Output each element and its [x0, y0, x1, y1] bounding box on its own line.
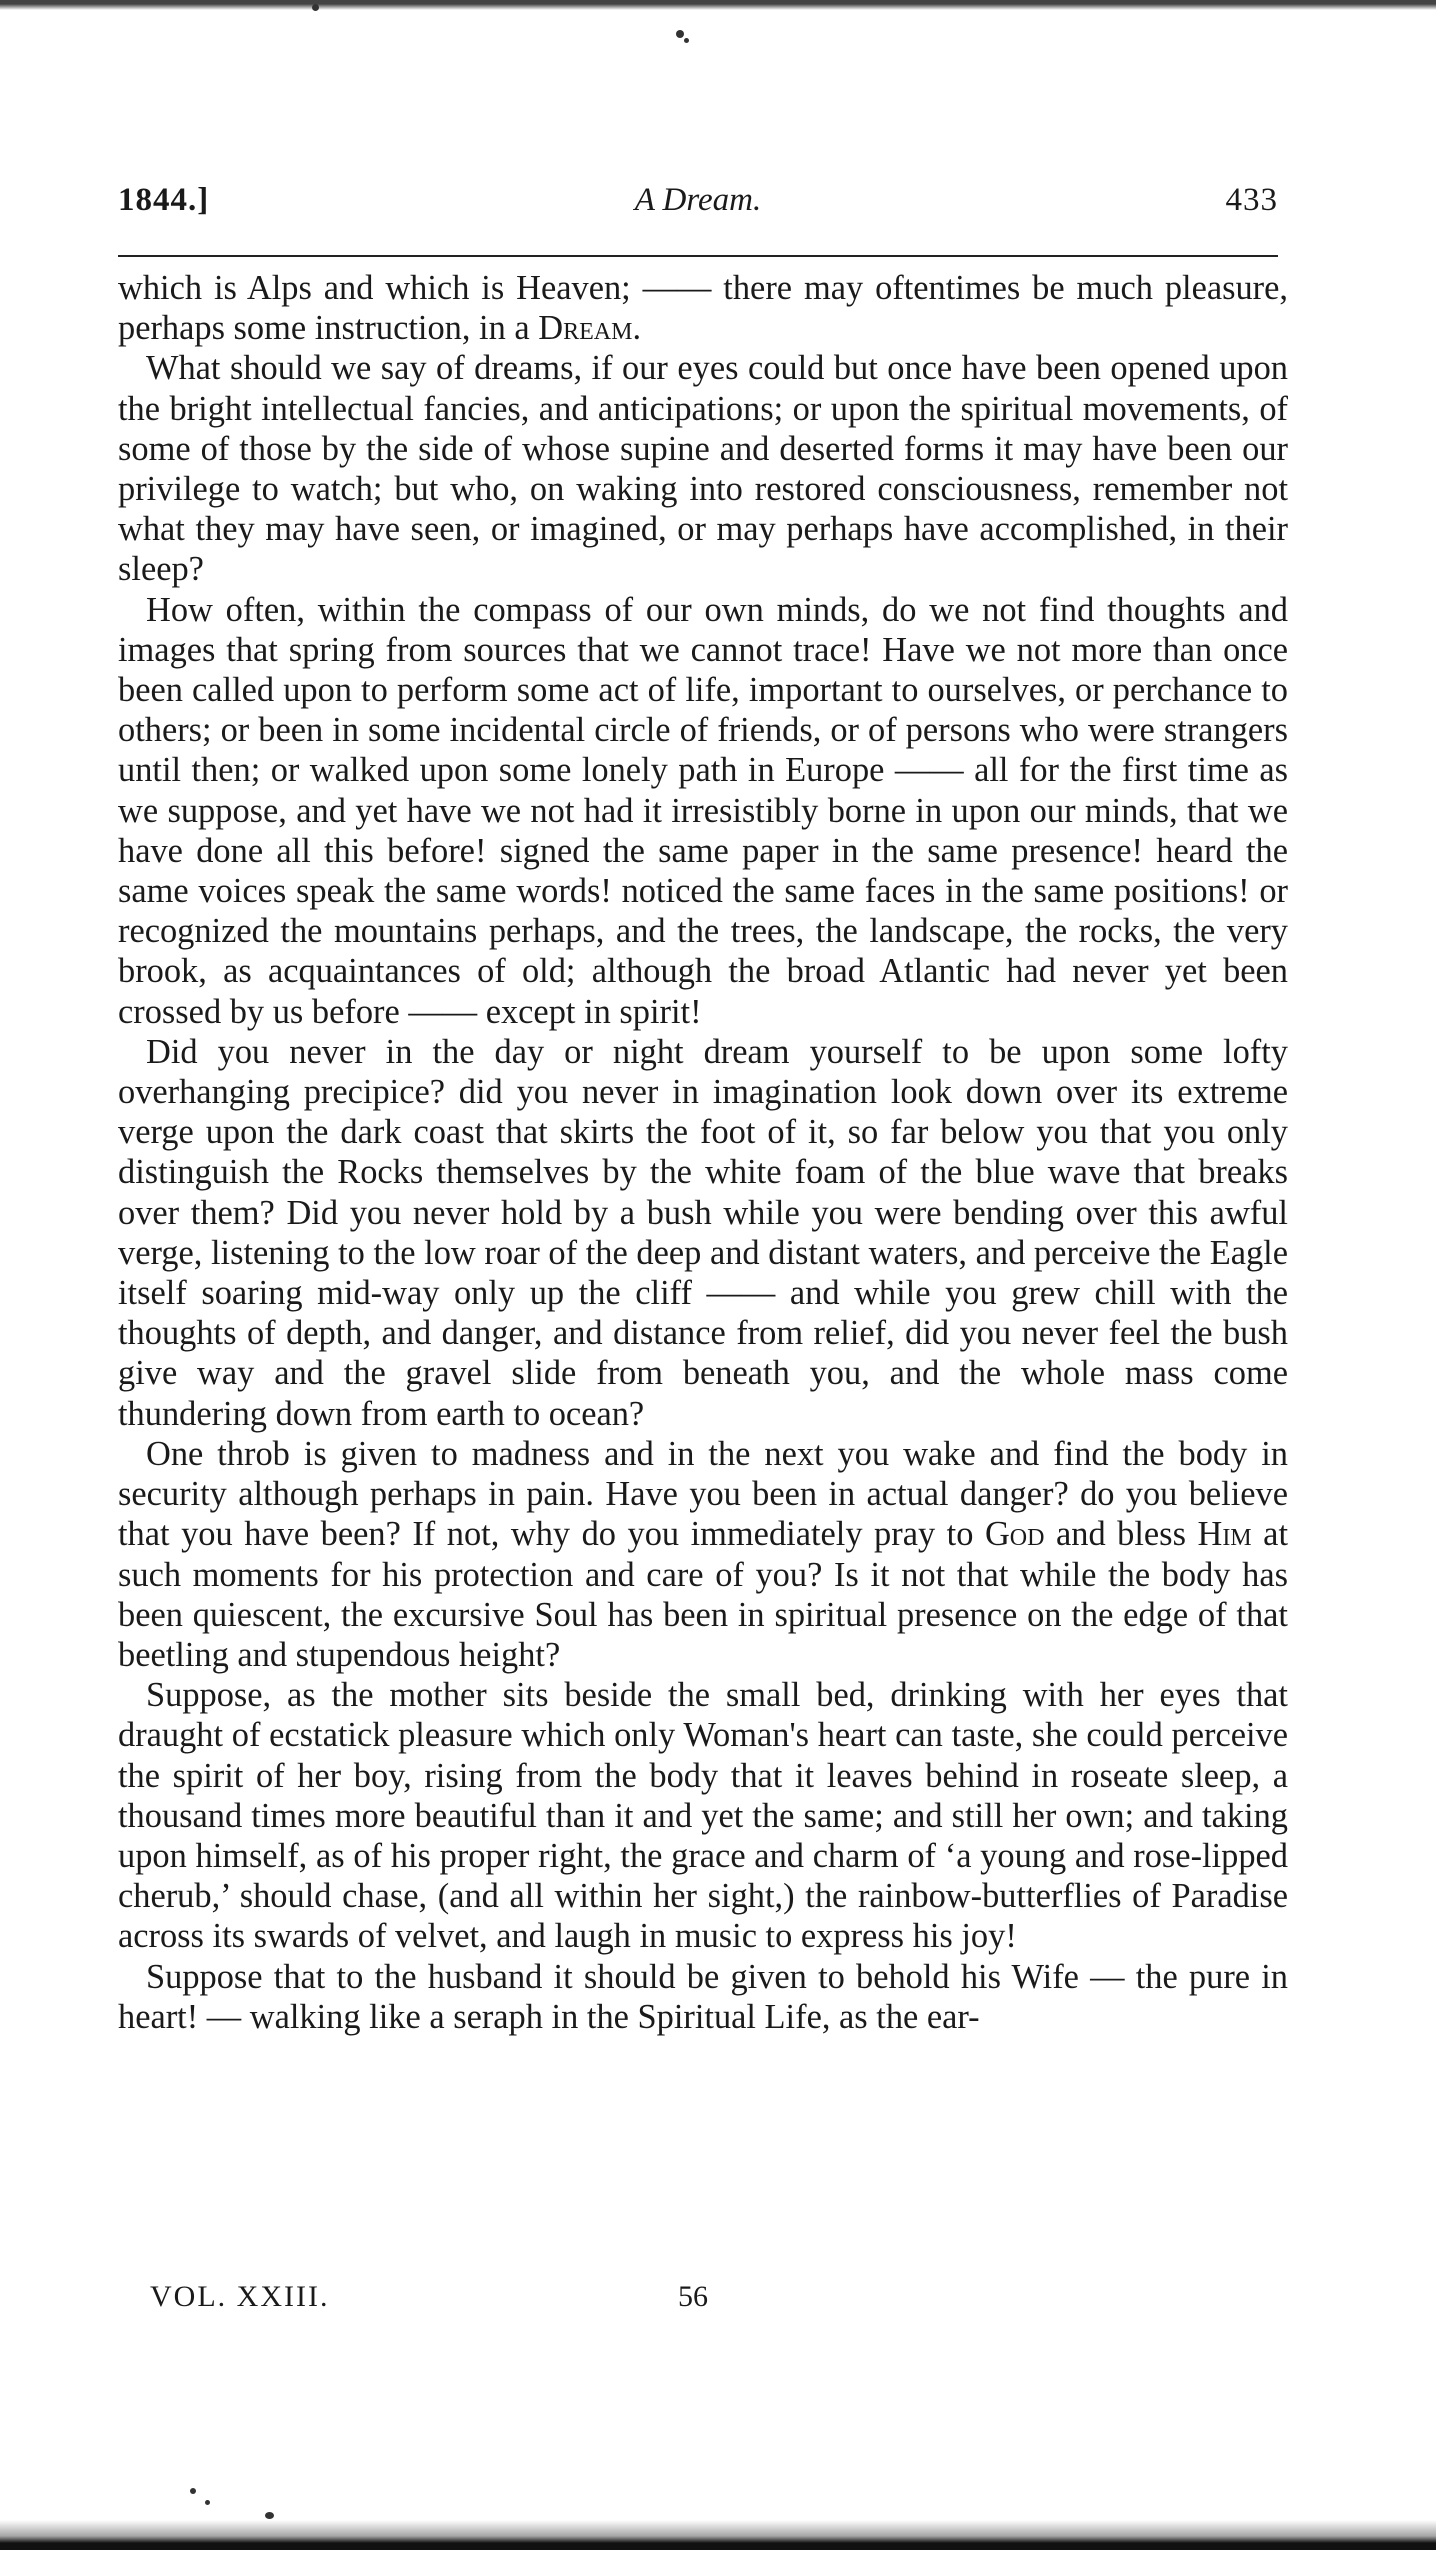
paragraph-7: Suppose that to the husband it should be given to behold his Wife — the pure in heart! — walking like a seraph in the Spiritual Life, as the ear- — [118, 1957, 1288, 2036]
paragraph-4: Did you never in the day or night dream yourself to be upon some lofty overhanging precipice? did you never in imagination look down over its extreme verge upon the dark coast that skirts the foot of it, so far below you that you only distinguish the Rocks themselves by the white foam of the blue wave that breaks over them? Did you never hold by a bush while you were bending over this awful verge, listening to the low roar of the deep and distant waters, and perceive the Eagle itself soaring mid-way only up the cliff —— and while you grew chill with the thoughts of depth, and danger, and distance from relief, did you never feel the bush give way and the gravel slide from beneath you, and the whole mass come thundering down from earth to ocean? — [118, 1032, 1288, 1433]
ink-speck — [190, 2488, 196, 2494]
ink-speck — [684, 38, 689, 43]
page-top-edge — [0, 0, 1436, 14]
signature-mark: 56 — [678, 2280, 708, 2313]
paragraph-6: Suppose, as the mother sits beside the small bed, drinking with her eyes that draught of ecstatick pleasure which only Woman's heart can taste, she could perceive the spirit of her boy, rising from the body that it leaves behind in roseate sleep, a thousand times more beautiful than it and yet the same; and still her own; and taking upon himself, as of his proper right, the grace and charm of ‘a young and rose-lipped cherub,’ should chase, (and all within her sight,) the rainbow-butterflies of Paradise across its swards of velvet, and laugh in music to express his joy! — [118, 1676, 1288, 1956]
small-caps-dream: Dream — [538, 309, 633, 348]
header-rule — [118, 255, 1278, 257]
paragraph-5: One throb is given to madness and in the next you wake and find the body in security although perhaps in pain. Have you been in actual danger? do you believe that you have been? If not, why do you immediately pray to God and bless Him at such moments for his protection and care of you? Is it not that while the body has been quiescent, the excursive Soul has been in spiritual presence on the edge of that beetling and stupendous height? — [118, 1434, 1288, 1674]
paragraph-3: How often, within the compass of our own minds, do we not find thoughts and images that spring from sources that we cannot trace! Have we not more than once been called upon to perform some act of life, important to ourselves, or perchance to others; or been in some incidental circle of friends, or of persons who were strangers until then; or walked upon some lonely path in Europe —— all for the first time as we suppose, and yet have we not had it irresistibly borne in upon our minds, that we have done all this before! signed the same paper in the same presence! heard the same voices speak the same words! noticed the same faces in the same positions! or recognized the mountains perhaps, and the trees, the landscape, the rocks, the very brook, as acquaintances of old; although the broad Atlantic had never yet been crossed by us before —— except in spirit! — [118, 590, 1288, 1031]
page-bottom-edge — [0, 2520, 1436, 2550]
header-page-number: 433 — [1225, 182, 1278, 218]
ink-speck — [265, 2512, 274, 2519]
volume-label: VOL. XXIII. — [150, 2280, 330, 2313]
paragraph-2: What should we say of dreams, if our eyes could but once have been opened upon the bright intellectual fancies, and anticipations; or upon the spiritual movements, of some of those by the side of whose supine and deserted forms it may have been our privilege to watch; but who, on waking into restored consciousness, remember not what they may have seen, or imagined, or may perhaps have accomplished, in their sleep? — [118, 349, 1288, 589]
article-text — [118, 268, 1288, 2037]
ink-speck — [312, 4, 319, 11]
small-caps-him: Him — [1197, 1515, 1252, 1554]
small-caps-god: God — [984, 1515, 1045, 1554]
header-year: 1844.] — [118, 182, 210, 218]
paragraph-1: which is Alps and which is Heaven; —— there may oftentimes be much pleasure, perhaps some instruction, in a Dream. — [118, 269, 1288, 348]
header-title: A Dream. — [634, 182, 762, 218]
ink-speck — [205, 2500, 210, 2505]
page-footer — [150, 2280, 1050, 2320]
ink-speck — [676, 30, 684, 38]
running-head — [118, 182, 1278, 232]
